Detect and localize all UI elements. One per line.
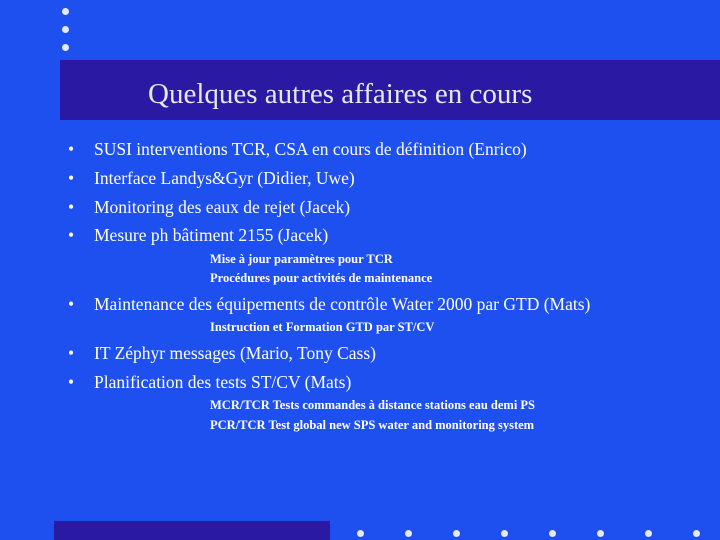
decor-dot — [645, 530, 652, 537]
decor-dot — [549, 530, 556, 537]
bullet-item — [68, 197, 350, 218]
decor-dot — [62, 8, 69, 15]
bullet-text: Planification des tests ST/CV (Mats) — [94, 372, 352, 392]
bullet-icon: • — [68, 294, 75, 314]
decor-dot — [62, 44, 69, 51]
bullet-icon: • — [68, 168, 75, 188]
bullet-text: Maintenance des équipements de contrôle Water 2000 par GTD (Mats) — [94, 294, 591, 314]
sub-note: MCR/TCR Tests commandes à distance stations eau demi PS — [210, 398, 536, 412]
bullet-text: Mesure ph bâtiment 2155 (Jacek) — [94, 225, 329, 245]
bullet-item — [68, 139, 527, 160]
bullet-item — [68, 168, 355, 189]
bottom-bar — [54, 521, 330, 540]
decor-dot — [501, 530, 508, 537]
slide-title: Quelques autres affaires en cours — [148, 78, 533, 110]
bullet-text: SUSI interventions TCR, CSA en cours de définition (Enrico) — [94, 139, 527, 159]
sub-note: Procédures pour activités de maintenance — [210, 271, 433, 285]
bullet-text: Interface Landys&Gyr (Didier, Uwe) — [94, 168, 355, 188]
bullet-text: IT Zéphyr messages (Mario, Tony Cass) — [94, 343, 376, 363]
bullet-icon: • — [68, 343, 75, 363]
decor-dot — [357, 530, 364, 537]
bullet-icon: • — [68, 139, 75, 159]
decor-dot — [693, 530, 700, 537]
sub-note: PCR/TCR Test global new SPS water and monitoring system — [210, 418, 535, 432]
decor-dot — [62, 26, 69, 33]
bullet-icon: • — [68, 372, 75, 392]
bullet-icon: • — [68, 225, 75, 245]
sub-note: Mise à jour paramètres pour TCR — [210, 252, 393, 266]
decor-dot — [405, 530, 412, 537]
bullet-item — [68, 294, 590, 315]
bullet-icon: • — [68, 197, 75, 217]
bullet-item — [68, 372, 351, 393]
sub-note: Instruction et Formation GTD par ST/CV — [210, 320, 435, 334]
bullet-item — [68, 225, 328, 246]
bullet-item — [68, 343, 376, 364]
bullet-text: Monitoring des eaux de rejet (Jacek) — [94, 197, 351, 217]
decor-dot — [453, 530, 460, 537]
decor-dot — [597, 530, 604, 537]
